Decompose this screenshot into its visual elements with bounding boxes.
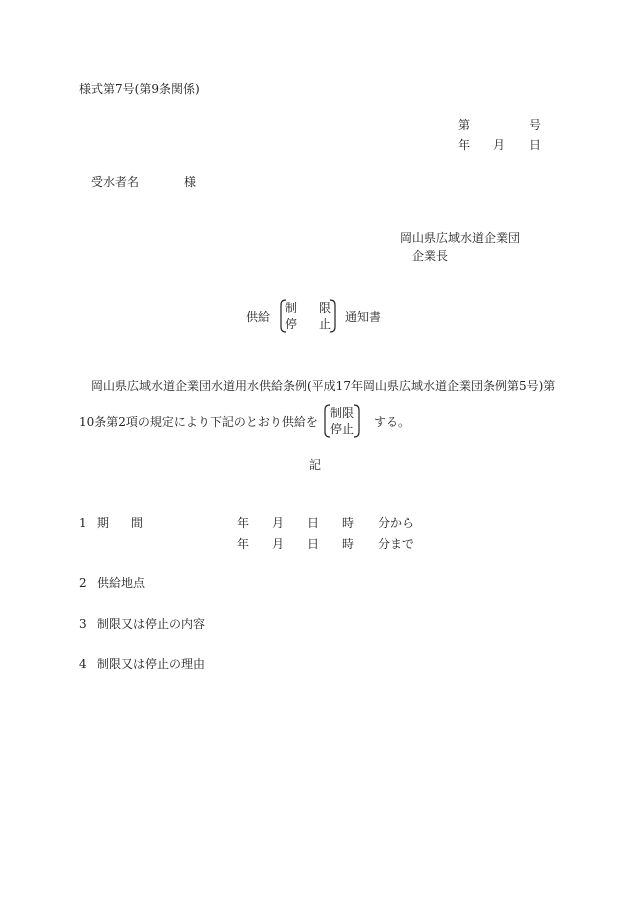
document-number-prefix: 第	[458, 118, 471, 132]
title-suffix: 通知書	[345, 310, 382, 324]
title-choice-bracket	[280, 299, 336, 333]
body-choice-top: 制限	[330, 406, 355, 420]
document-number-suffix: 号	[529, 118, 542, 132]
issuer-title: 企業長	[412, 249, 449, 263]
period-to-year: 年	[237, 537, 250, 551]
period-from-month: 月	[272, 516, 285, 530]
body-choice-bracket	[324, 404, 360, 438]
body-choice-bottom: 停止	[330, 422, 355, 436]
body-line-2-end: する。	[374, 415, 411, 429]
ki-heading: 記	[309, 458, 322, 472]
recipient-honorific: 様	[184, 175, 197, 189]
period-to-hour: 時	[342, 537, 355, 551]
form-number-label: 様式第7号(第9条関係)	[79, 82, 200, 96]
item-4-label: 制限又は停止の理由	[97, 657, 206, 671]
date-month: 月	[493, 138, 506, 152]
item-1-label-a: 期	[97, 516, 110, 530]
period-from-minute: 分から	[378, 516, 415, 530]
period-to-month: 月	[272, 537, 285, 551]
item-2-label: 供給地点	[97, 576, 146, 590]
item-4-number: 4	[79, 657, 87, 671]
item-1-label-b: 間	[131, 516, 144, 530]
title-choice-bottom-b: 止	[319, 317, 332, 331]
date-day: 日	[529, 138, 542, 152]
period-from-hour: 時	[342, 516, 355, 530]
period-from-year: 年	[237, 516, 250, 530]
date-year: 年	[458, 138, 471, 152]
title-choice-top-b: 限	[319, 301, 332, 315]
body-line-1: 岡山県広域水道企業団水道用水供給条例(平成17年岡山県広域水道企業団条例第5号)第	[91, 379, 556, 393]
period-from-day: 日	[307, 516, 320, 530]
item-3-number: 3	[79, 617, 87, 631]
recipient-label: 受水者名	[91, 175, 140, 189]
item-2-number: 2	[79, 576, 87, 590]
period-to-day: 日	[307, 537, 320, 551]
item-1-number: 1	[79, 516, 87, 530]
issuer-organization: 岡山県広域水道企業団	[400, 231, 521, 245]
title-choice-bottom-a: 停	[285, 317, 298, 331]
item-3-label: 制限又は停止の内容	[97, 617, 206, 631]
period-to-minute: 分まで	[378, 537, 415, 551]
body-line-2: 10条第2項の規定により下記のとおり供給を	[79, 415, 318, 429]
title-choice-top-a: 制	[285, 301, 298, 315]
title-prefix: 供給	[246, 310, 271, 324]
